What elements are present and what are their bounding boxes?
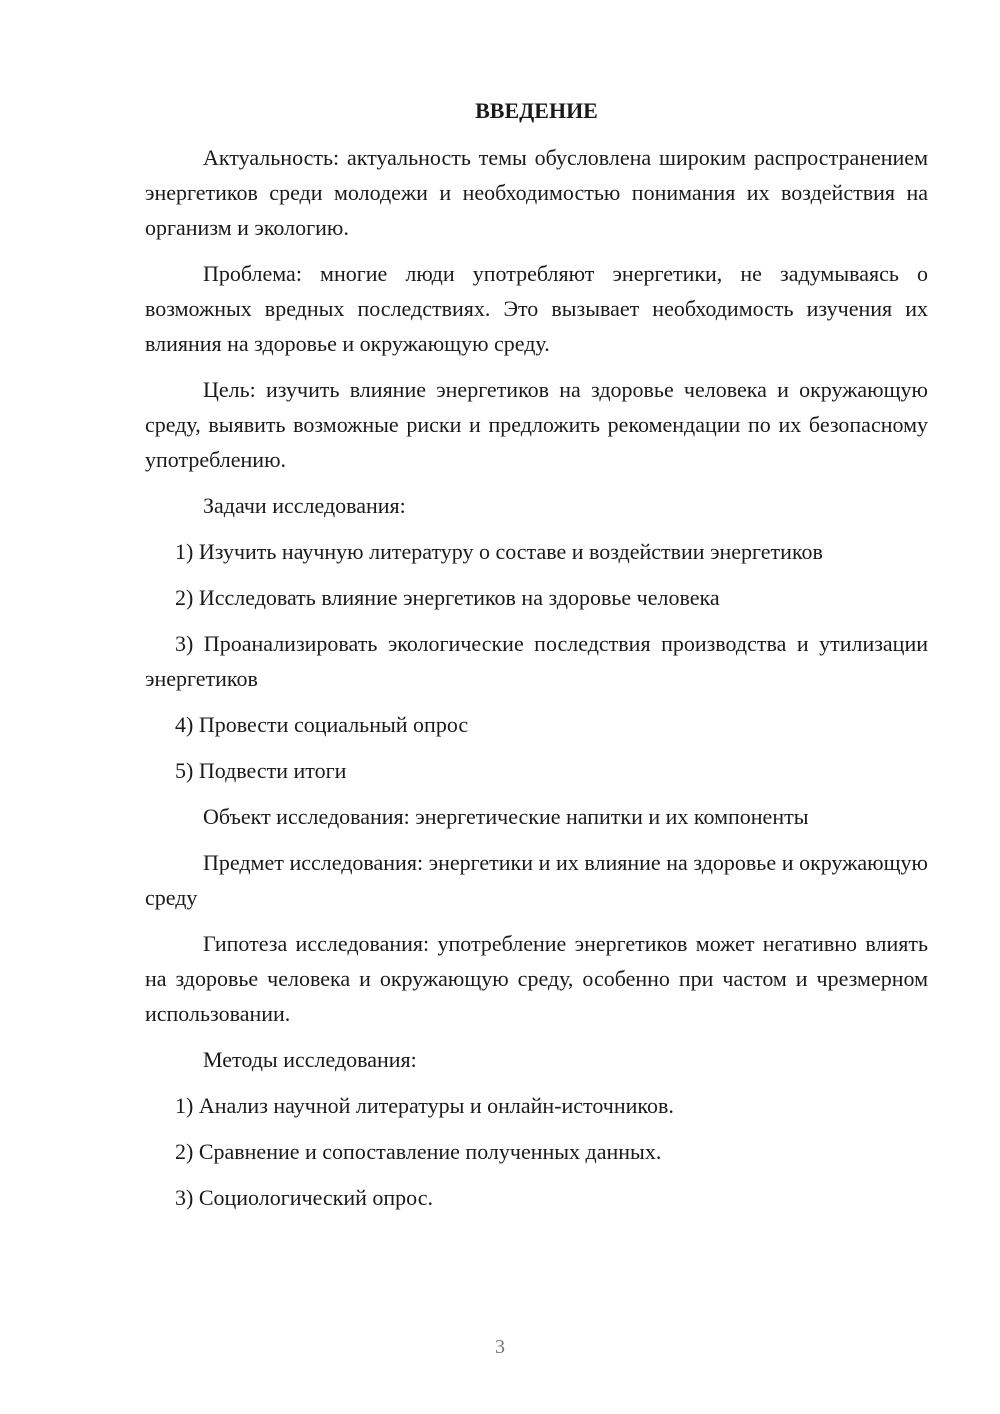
tasks-heading: Задачи исследования: — [203, 493, 406, 518]
page-number: 3 — [495, 1336, 505, 1358]
task-item-3: 3) Проанализировать экологические последствия производства и утилизации энергетиков — [145, 631, 928, 691]
subject-paragraph: Предмет исследования: энергетики и их влияние на здоровье и окружающую среду — [145, 850, 928, 910]
method-item-2: 2) Сравнение и сопоставление полученных данных. — [175, 1139, 662, 1164]
problem-paragraph: Проблема: многие люди употребляют энергетики, не задумываясь о возможных вредных последствиях. Это вызывает необходимость изучения их влияния на здоровье и окружающую среду. — [145, 261, 928, 356]
task-item-2: 2) Исследовать влияние энергетиков на здоровье человека — [175, 585, 720, 610]
section-title: ВВЕДЕНИЕ — [475, 98, 598, 123]
method-item-3: 3) Социологический опрос. — [175, 1185, 433, 1210]
methods-heading: Методы исследования: — [203, 1047, 417, 1072]
document-page — [145, 94, 928, 1226]
goal-paragraph: Цель: изучить влияние энергетиков на здоровье человека и окружающую среду, выявить возможные риски и предложить рекомендации по их безопасному употреблению. — [145, 377, 928, 472]
relevance-paragraph: Актуальность: актуальность темы обусловлена широким распространением энергетиков среди молодежи и необходимостью понимания их воздействия на организм и экологию. — [145, 145, 928, 240]
task-item-4: 4) Провести социальный опрос — [175, 712, 469, 737]
task-item-5: 5) Подвести итоги — [175, 758, 347, 783]
task-item-1: 1) Изучить научную литературу о составе и воздействии энергетиков — [175, 539, 823, 564]
method-item-1: 1) Анализ научной литературы и онлайн-источников. — [175, 1093, 674, 1118]
hypothesis-paragraph: Гипотеза исследования: употребление энергетиков может негативно влиять на здоровье человека и окружающую среду, особенно при частом и чрезмерном использовании. — [145, 931, 928, 1026]
object-paragraph: Объект исследования: энергетические напитки и их компоненты — [203, 804, 809, 829]
